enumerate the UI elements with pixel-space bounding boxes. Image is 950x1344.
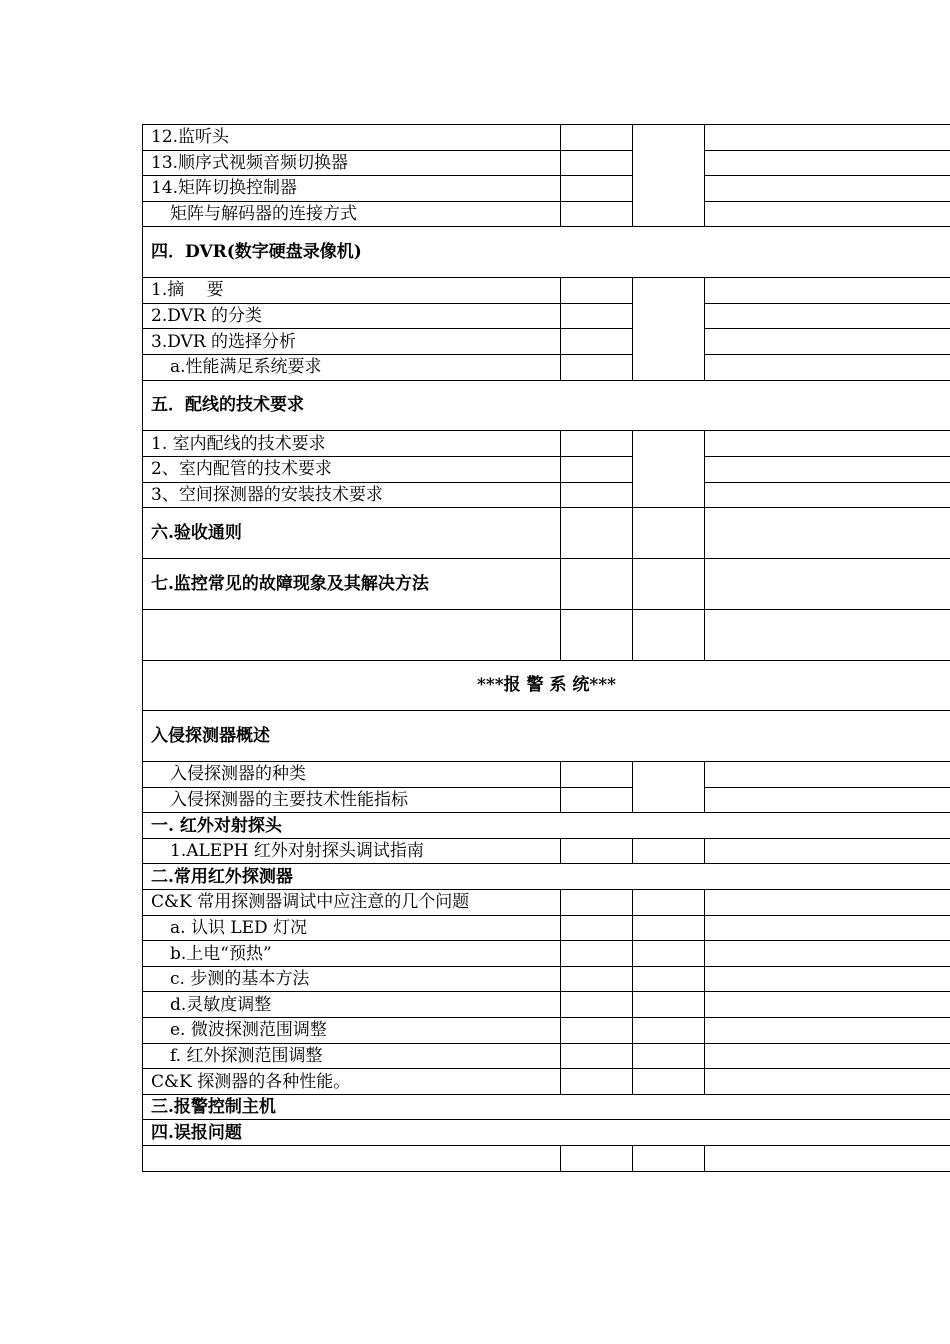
section-heading: 七.监控常见的故障现象及其解决方法 (143, 558, 561, 609)
table-row (143, 456, 950, 482)
cell (705, 456, 950, 482)
table-row (143, 329, 950, 355)
row-label: e. 微波探测范围调整 (143, 1018, 561, 1044)
subheading: 二.常用红外探测器 (143, 864, 950, 890)
row-label: 入侵探测器的主要技术性能指标 (143, 787, 561, 813)
subheading-row (143, 1094, 950, 1120)
section-heading-row (143, 508, 950, 559)
cell (705, 762, 950, 788)
table-row (143, 1146, 950, 1172)
cell (561, 354, 633, 380)
cell (561, 431, 633, 457)
table-row (143, 941, 950, 967)
table-row (143, 125, 950, 151)
table-row (143, 787, 950, 813)
cell (705, 303, 950, 329)
row-label: c. 步测的基本方法 (143, 966, 561, 992)
cell (633, 278, 705, 380)
cell (705, 1069, 950, 1095)
row-label: 3、空间探测器的安装技术要求 (143, 482, 561, 508)
outline-table (142, 124, 950, 1172)
table-row (143, 176, 950, 202)
cell (633, 941, 705, 967)
cell (561, 890, 633, 916)
row-label: 1. 室内配线的技术要求 (143, 431, 561, 457)
row-label: C&K 常用探测器调试中应注意的几个问题 (143, 890, 561, 916)
cell (705, 838, 950, 864)
table-row (143, 278, 950, 304)
cell (705, 1146, 950, 1172)
row-label: 3.DVR 的选择分析 (143, 329, 561, 355)
cell (705, 558, 950, 609)
cell (561, 992, 633, 1018)
table-row (143, 915, 950, 941)
table-row (143, 890, 950, 916)
cell (705, 278, 950, 304)
cell (633, 609, 705, 660)
table-row (143, 482, 950, 508)
cell (705, 431, 950, 457)
cell (561, 150, 633, 176)
cell (705, 201, 950, 227)
subheading-row (143, 864, 950, 890)
cell (705, 1043, 950, 1069)
cell (561, 1146, 633, 1172)
cell (705, 482, 950, 508)
cell (633, 1146, 705, 1172)
cell (561, 1069, 633, 1095)
table-row (143, 992, 950, 1018)
table-row (143, 1069, 950, 1095)
table-row (143, 201, 950, 227)
table-row (143, 1043, 950, 1069)
cell (561, 456, 633, 482)
row-label: 14.矩阵切换控制器 (143, 176, 561, 202)
cell (561, 329, 633, 355)
cell (561, 966, 633, 992)
table-row (143, 354, 950, 380)
alarm-system-banner: ***报 警 系 统*** (143, 660, 950, 711)
row-label: a. 认识 LED 灯况 (143, 915, 561, 941)
cell (705, 609, 950, 660)
table-row (143, 1018, 950, 1044)
cell (633, 992, 705, 1018)
row-label (143, 609, 561, 660)
cell (633, 966, 705, 992)
section-heading-row (143, 227, 950, 278)
cell (561, 609, 633, 660)
cell (561, 558, 633, 609)
cell (561, 1018, 633, 1044)
section-heading: 四．DVR(数字硬盘录像机) (143, 227, 950, 278)
row-label: C&K 探测器的各种性能。 (143, 1069, 561, 1095)
table-row (143, 150, 950, 176)
row-label: d.灵敏度调整 (143, 992, 561, 1018)
row-label: f. 红外探测范围调整 (143, 1043, 561, 1069)
cell (705, 1018, 950, 1044)
banner-row (143, 660, 950, 711)
table-row (143, 431, 950, 457)
cell (633, 558, 705, 609)
row-label: b.上电“预热” (143, 941, 561, 967)
row-label: 1.摘 要 (143, 278, 561, 304)
table-row (143, 966, 950, 992)
cell (705, 966, 950, 992)
cell (633, 431, 705, 508)
cell (633, 915, 705, 941)
table-row (143, 762, 950, 788)
cell (705, 176, 950, 202)
section-heading: 六.验收通则 (143, 508, 561, 559)
section-heading-row (143, 558, 950, 609)
cell (705, 992, 950, 1018)
cell (561, 278, 633, 304)
row-label: 1.ALEPH 红外对射探头调试指南 (143, 838, 561, 864)
cell (705, 329, 950, 355)
row-label: 入侵探测器的种类 (143, 762, 561, 788)
cell (633, 1043, 705, 1069)
row-label: 12.监听头 (143, 125, 561, 151)
cell (561, 176, 633, 202)
cell (561, 915, 633, 941)
section-heading: 入侵探测器概述 (143, 711, 950, 762)
cell (633, 1018, 705, 1044)
cell (561, 125, 633, 151)
subheading: 一. 红外对射探头 (143, 813, 950, 839)
cell (633, 1069, 705, 1095)
cell (561, 762, 633, 788)
row-label (143, 1146, 561, 1172)
cell (561, 482, 633, 508)
cell (633, 890, 705, 916)
row-label: 矩阵与解码器的连接方式 (143, 201, 561, 227)
row-label: 13.顺序式视频音频切换器 (143, 150, 561, 176)
table-row (143, 838, 950, 864)
section-heading: 五．配线的技术要求 (143, 380, 950, 431)
cell (633, 838, 705, 864)
section-heading-row (143, 380, 950, 431)
cell (561, 508, 633, 559)
cell (633, 125, 705, 227)
cell (561, 1043, 633, 1069)
cell (561, 201, 633, 227)
cell (705, 787, 950, 813)
subheading-row (143, 813, 950, 839)
cell (633, 762, 705, 813)
cell (561, 941, 633, 967)
row-label: 2.DVR 的分类 (143, 303, 561, 329)
row-label: a.性能满足系统要求 (143, 354, 561, 380)
cell (705, 915, 950, 941)
section-heading-row (143, 711, 950, 762)
table-row (143, 609, 950, 660)
cell (705, 890, 950, 916)
cell (705, 508, 950, 559)
cell (561, 787, 633, 813)
cell (705, 941, 950, 967)
table-row (143, 303, 950, 329)
cell (705, 150, 950, 176)
cell (561, 838, 633, 864)
cell (705, 354, 950, 380)
cell (561, 303, 633, 329)
subheading: 三.报警控制主机 (143, 1094, 950, 1120)
cell (705, 125, 950, 151)
subheading: 四.误报问题 (143, 1120, 950, 1146)
row-label: 2、室内配管的技术要求 (143, 456, 561, 482)
cell (633, 508, 705, 559)
subheading-row (143, 1120, 950, 1146)
